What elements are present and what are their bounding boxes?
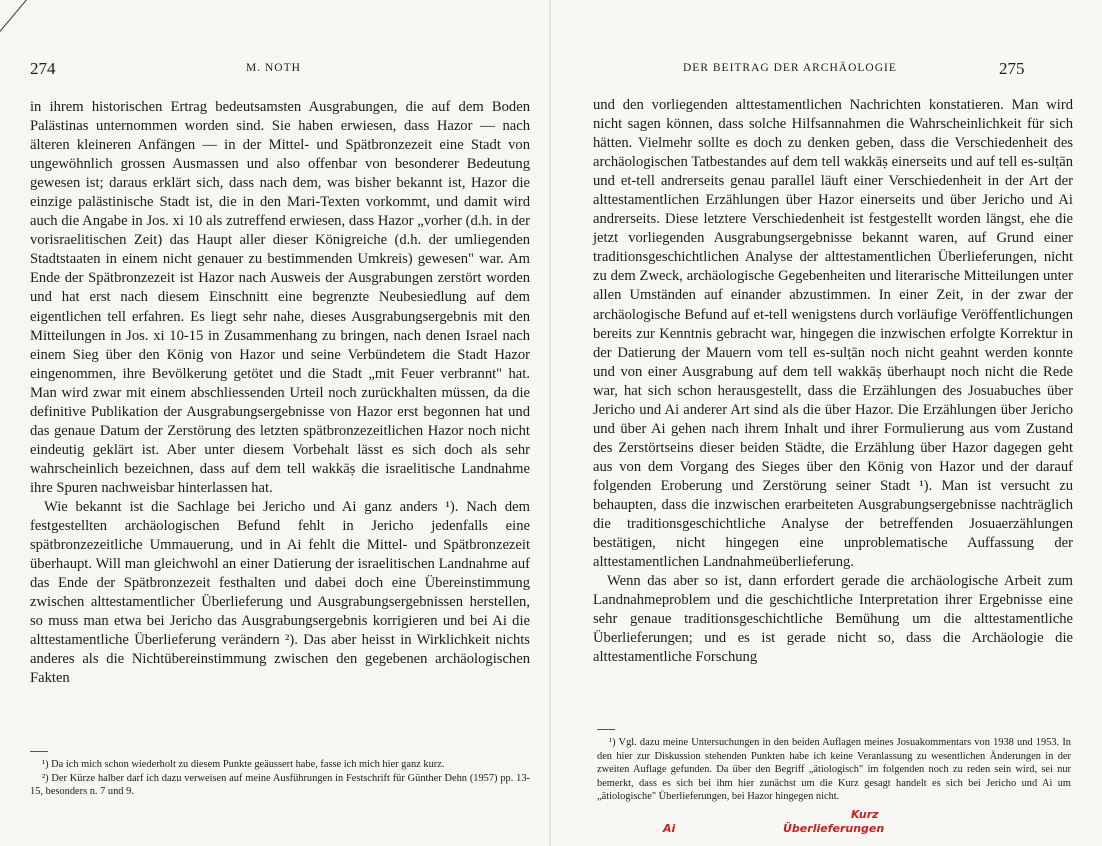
- annotation: Überlieferungen: [783, 822, 885, 835]
- footnotes: [30, 758, 530, 799]
- paragraph: Wie bekannt ist die Sachlage bei Jericho und Ai ganz anders ¹). Nach dem festgestellten archäologischen Befund fehlt in Jericho jedenfalls eine spätbronzezeitliche Ummauerung, und in Ai fehlt die Mittel- und Spätbronzezeit überhaupt. Will man gleichwohl an einer Datierung der israelitischen Landnahme auf das Ende der Spätbronzezeit festhalten und dabei doch eine Übereinstimmung zwischen alttestamentlicher Überlieferung und Ausgrabungsergebnissen herstellen, so muss man etwa bei Jericho das Ausgrabungsergebnis korrigieren und bei Ai die alttestamentliche Überlieferung verändern ²). Das aber heisst in Wirklichkeit nichts anderes als die Nichtübereinstimmung zwischen den gegebenen archäologischen Fakten: [30, 498, 530, 687]
- page-number: 274: [30, 59, 56, 78]
- footnote: ¹) Da ich mich schon wiederholt zu diesem Punkte geäussert habe, fasse ich mich hier ganz kurz.: [42, 759, 445, 770]
- pen-stroke: [0, 0, 39, 39]
- paragraph: Wenn das aber so ist, dann erfordert gerade die archäologische Arbeit zum Landnahmeproblem und die geschichtliche Interpretation ihrer Ergebnisse eine sehr genaue traditionsgeschichtliche Bemühung um die alttestamentliche Überlieferungen; und es ist gerade nicht so, dass die Archäologie die alttestamentliche Forschung: [593, 573, 1073, 666]
- handwritten-annotation: [851, 808, 879, 821]
- footnote: ¹) Vgl. dazu meine Untersuchungen in den beiden Auflagen meines Josuakommentars von 1938 und 1953. In den hier zur Diskussion stehenden Punkten habe ich keine Veranlassung zu wesentlichen Änderungen in der zweiten Auflage gefunden. Da über den Begriff „ätiologisch" im folgenden noch zu reden sein wird, sei nur bemerkt, dass es sich bei ihm hier zunächst um die Kurz gesagt handelt es sich bei Jericho und Ai um „ätiologische" Überlieferungen, bei Hazor hingegen nicht.: [597, 737, 1071, 803]
- body-text: [30, 98, 530, 688]
- body-text: [593, 96, 1073, 667]
- annotation: Ai: [663, 822, 676, 835]
- footnote-rule: [597, 729, 615, 730]
- paragraph: und den vorliegenden alttestamentlichen Nachrichten konstatieren. Man wird nicht sagen können, dass solche Hilfsannahmen die Wahrscheinlichkeit für sich hätten. Vielmehr sollte es doch zu denken geben, dass die Verschiedenheit des archäologischen Tatbestandes auf dem tell wakkāṣ einerseits und auf tell es-sulṭān und et-tell andrerseits genau parallel läuft einer Verschiedenheit in der Art der alttestamentlichen Erzählungen über Hazor einerseits und über Jericho und Ai andrerseits. Diese letztere Verschiedenheit ist festgestellt worden längst, ehe die jetzt vorliegenden Ausgrabungsergebnisse bekannt waren, auf Grund einer traditionsgeschichtlichen Analyse der alttestamentlichen Überlieferungen, nicht zu dem Zweck, archäologische Gegebenheiten und literarische Mitteilungen unter allen Umständen auf einander abzustimmen. In einer Zeit, in der zwar der archäologische Befund auf et-tell wenigstens durch vorläufige Veröffentlichungen bereits zur Kenntnis gebracht war, hingegen die inzwischen erfolgte Korrektur in der Datierung der Mauern vom tell es-sulṭān noch nicht geahnt werden konnte und von einer Ausgrabung auf dem tell wakkāṣ überhaupt noch nicht die Rede war, hat sich schon herausgestellt, dass die Erzählungen des Josuabuches über Jericho und Ai anderer Art sind als die über Hazor. Die Erzählungen über Jericho und über Ai gehen nach ihrem Inhalt und ihrer Formulierung aus vom Zustand des Zerstörtseins dieser beiden Städte, die Erzählung über Hazor dagegen geht aus von dem Vorgang des Sieges über den König von Hazor und der darauf folgenden Eroberung und Zerstörung seiner Stadt ¹). Man ist versucht zu behaupten, dass die inzwischen erarbeiteten Ausgrabungsergebnisse nachträglich die traditionsgeschichtliche Analyse der betreffenden Josuaerzählungen bestätigen, nicht hingegen eine unproblematische Auffassung der alttestamentlichen Landnahmeüberlieferung.: [593, 97, 1073, 571]
- footnote-rule: [30, 751, 48, 752]
- page-number: 275: [999, 59, 1025, 78]
- handwritten-annotation: [663, 822, 675, 835]
- footnotes: [597, 736, 1071, 804]
- running-head: DER BEITRAG DER ARCHÄOLOGIE: [683, 62, 897, 74]
- footnote: ²) Der Kürze halber darf ich dazu verweisen auf meine Ausführungen in Festschrift für Günther Dehn (1957) pp. 13-15, besonders n. 7 und 9.: [30, 772, 530, 798]
- right-page: [551, 0, 1102, 846]
- running-head: M. NOTH: [246, 62, 301, 74]
- handwritten-annotation: [783, 822, 884, 835]
- paragraph: in ihrem historischen Ertrag bedeutsamsten Ausgrabungen, die auf dem Boden Palästinas unternommen worden sind. Sie haben erwiesen, dass Hazor — nach älteren kleineren Anfängen — in der Mittel- und Spätbronzezeit eine Stadt von ungewöhnlich grossen Ausmassen und also offenbar von besonderer Bedeutung gewesen ist; daraus erklärt sich, dass nach dem, was bisher bekannt ist, Hazor die einzige palästinische Stadt ist, die in den Mari-Texten vorkommt, und damit wird auch die Angabe in Jos. xi 10 als zutreffend erwiesen, dass Hazor „vorher (d.h. in der vorisraelitischen Zeit) das Haupt aller dieser Königreiche (d.h. der umliegenden Stadtstaaten in einem nicht genauer zu bestimmenden Umkreis) gewesen" war. Am Ende der Spätbronzezeit ist Hazor nach Ausweis der Ausgrabungen zerstört worden und hat erst nach diesem Einschnitt eine begrenzte Neubesiedlung auf dem eigentlichen tell erfahren. Es liegt sehr nahe, dieses Ausgrabungsergebnis mit den Mitteilungen in Jos. xi 10-15 in Zusammenhang zu bringen, nach denen Israel nach einem Sieg über den König von Hazor und seine Verbündetem die Stadt Hazor eingenommen, ihre Bevölkerung getötet und die Stadt „mit Feuer verbrannt" hat. Man wird zwar mit einem abschliessenden Urteil noch zurückhalten müssen, da die definitive Publikation der Ausgrabungsergebnisse von Hazor erst begonnen hat und das genaue Datum der Zerstörung des letzten spätbronzezeitlichen Hazor noch nicht eindeutig geklärt ist. Aber unter diesem Vorbehalt lässt es sich doch als sehr wahrscheinlich bezeichnen, dass auf dem tell wakkāṣ die israelitische Landnahme ihre Spuren nachweisbar hinterlassen hat.: [30, 99, 530, 496]
- annotation: Kurz: [851, 808, 879, 821]
